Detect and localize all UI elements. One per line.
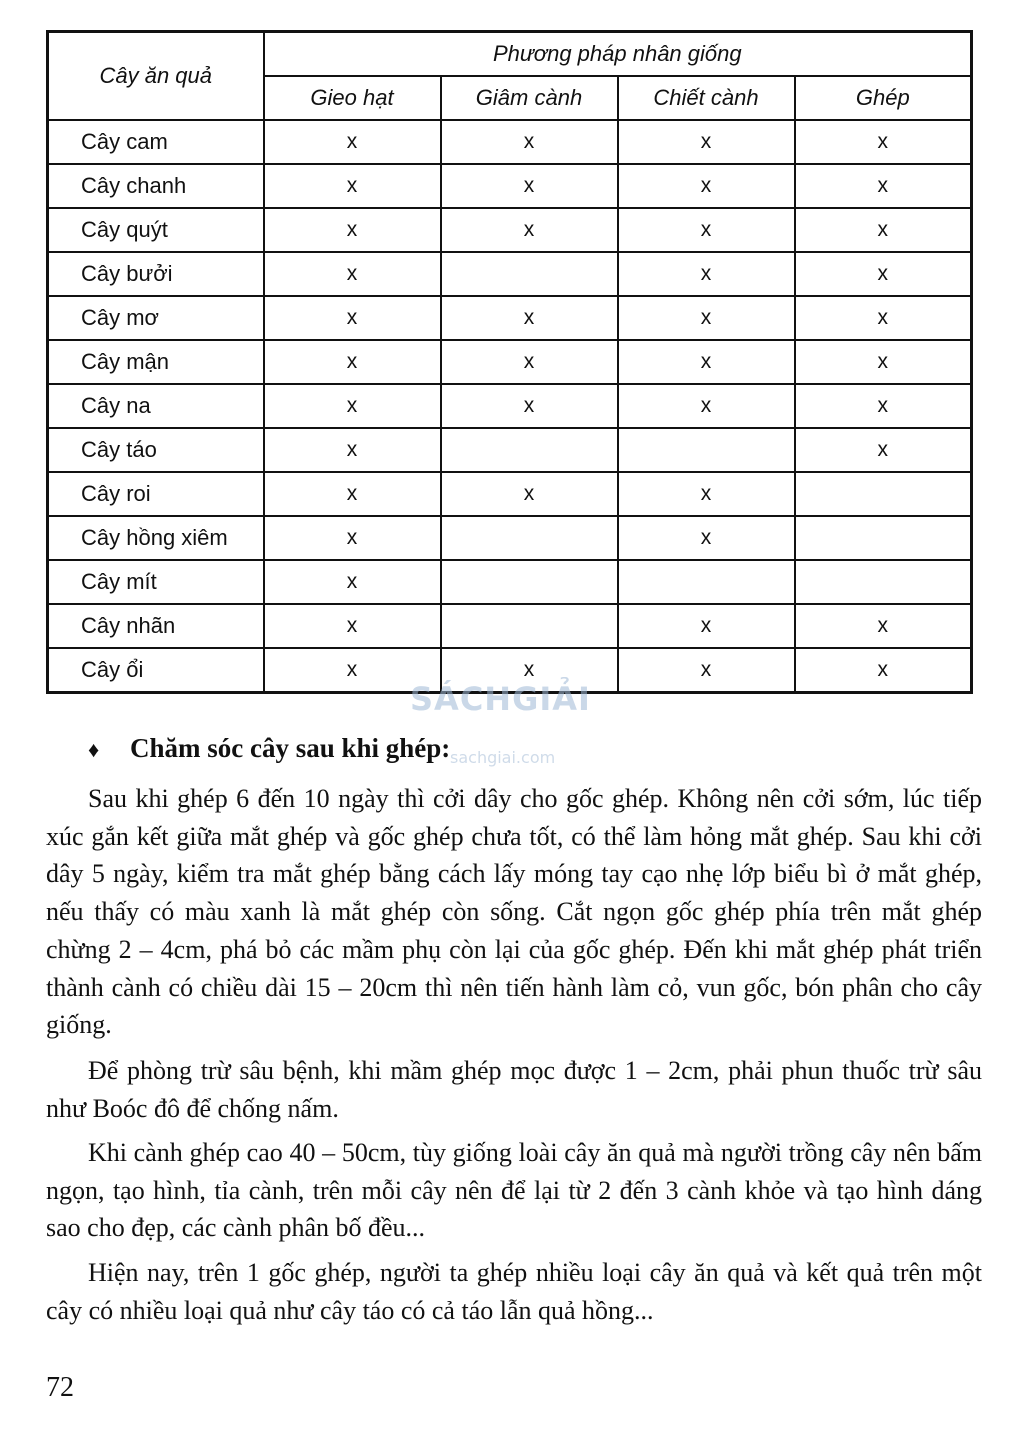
- propagation-table-container: [46, 30, 970, 694]
- method-mark-cell: x: [795, 604, 972, 648]
- table-row: [48, 120, 972, 164]
- method-mark-cell: x: [618, 648, 795, 693]
- section-heading-text: Chăm sóc cây sau khi ghép:: [130, 733, 451, 763]
- table-row: [48, 252, 972, 296]
- method-mark-cell: x: [264, 340, 441, 384]
- method-mark-cell: [441, 604, 618, 648]
- method-mark-cell: x: [795, 340, 972, 384]
- table-row: [48, 208, 972, 252]
- method-mark-cell: x: [264, 472, 441, 516]
- method-mark-cell: x: [441, 120, 618, 164]
- method-mark-cell: x: [618, 164, 795, 208]
- method-mark-cell: x: [264, 208, 441, 252]
- column-header: Ghép: [795, 76, 972, 120]
- tree-name-cell: Cây cam: [48, 120, 264, 164]
- method-mark-cell: [795, 560, 972, 604]
- method-mark-cell: x: [264, 296, 441, 340]
- method-mark-cell: x: [618, 472, 795, 516]
- paragraph: Để phòng trừ sâu bệnh, khi mầm ghép mọc được 1 – 2cm, phải phun thuốc trừ sâu như Boóc đô để chống nấm.: [46, 1056, 982, 1123]
- tree-name-cell: Cây nhãn: [48, 604, 264, 648]
- column-header: Giâm cành: [441, 76, 618, 120]
- method-mark-cell: [795, 472, 972, 516]
- tree-name-cell: Cây bưởi: [48, 252, 264, 296]
- tree-name-cell: Cây quýt: [48, 208, 264, 252]
- method-mark-cell: x: [618, 252, 795, 296]
- method-mark-cell: x: [795, 164, 972, 208]
- method-mark-cell: x: [618, 120, 795, 164]
- method-mark-cell: x: [264, 252, 441, 296]
- paragraph: Khi cành ghép cao 40 – 50cm, tùy giống loài cây ăn quả mà người trồng cây nên bấm ngọn, tạo hình, tỉa cành, trên mỗi cây nên để lại từ 2 đến 3 cành khỏe và tạo hình dáng sao cho đẹp, các cành phân bố đều...: [46, 1138, 982, 1243]
- table-row: [48, 516, 972, 560]
- tree-name-cell: Cây hồng xiêm: [48, 516, 264, 560]
- method-mark-cell: x: [795, 384, 972, 428]
- tree-name-cell: Cây mận: [48, 340, 264, 384]
- table-row: [48, 428, 972, 472]
- method-mark-cell: x: [264, 428, 441, 472]
- method-mark-cell: x: [795, 252, 972, 296]
- method-mark-cell: x: [618, 340, 795, 384]
- column-header: Chiết cành: [618, 76, 795, 120]
- method-mark-cell: x: [441, 208, 618, 252]
- method-mark-cell: x: [441, 296, 618, 340]
- table-row: [48, 648, 972, 693]
- table-row: [48, 296, 972, 340]
- method-mark-cell: x: [441, 648, 618, 693]
- corner-header: Cây ăn quả: [48, 32, 264, 121]
- tree-name-cell: Cây mít: [48, 560, 264, 604]
- tree-name-cell: Cây ổi: [48, 648, 264, 693]
- tree-name-cell: Cây na: [48, 384, 264, 428]
- group-header: Phương pháp nhân giống: [264, 32, 972, 77]
- method-mark-cell: x: [795, 428, 972, 472]
- tree-name-cell: Cây táo: [48, 428, 264, 472]
- method-mark-cell: [441, 516, 618, 560]
- table-row: [48, 340, 972, 384]
- method-mark-cell: x: [795, 208, 972, 252]
- section-heading: [88, 733, 450, 764]
- method-mark-cell: x: [264, 164, 441, 208]
- watermark-url: sachgiai.com: [450, 748, 556, 767]
- paragraph: Hiện nay, trên 1 gốc ghép, người ta ghép nhiều loại cây ăn quả và kết quả trên một cây có nhiều loại quả như cây táo có cả táo lẫn quả hồng...: [46, 1258, 982, 1325]
- table-row: [48, 384, 972, 428]
- method-mark-cell: [441, 428, 618, 472]
- table-header-row: [48, 32, 972, 77]
- method-mark-cell: [618, 428, 795, 472]
- watermark-logo: SÁCHGIẢI: [410, 680, 591, 718]
- method-mark-cell: x: [441, 164, 618, 208]
- table-body: [48, 120, 972, 693]
- method-mark-cell: x: [441, 384, 618, 428]
- propagation-methods-table: [46, 30, 973, 694]
- method-mark-cell: x: [795, 120, 972, 164]
- diamond-bullet-icon: ♦: [88, 737, 100, 762]
- method-mark-cell: x: [618, 384, 795, 428]
- tree-name-cell: Cây mơ: [48, 296, 264, 340]
- method-mark-cell: [618, 560, 795, 604]
- table-row: [48, 604, 972, 648]
- tree-name-cell: Cây chanh: [48, 164, 264, 208]
- tree-name-cell: Cây roi: [48, 472, 264, 516]
- method-mark-cell: [795, 516, 972, 560]
- method-mark-cell: x: [264, 604, 441, 648]
- method-mark-cell: x: [264, 648, 441, 693]
- method-mark-cell: x: [441, 472, 618, 516]
- method-mark-cell: x: [441, 340, 618, 384]
- method-mark-cell: x: [264, 120, 441, 164]
- column-header: Gieo hạt: [264, 76, 441, 120]
- method-mark-cell: x: [795, 296, 972, 340]
- method-mark-cell: x: [264, 516, 441, 560]
- method-mark-cell: x: [618, 208, 795, 252]
- method-mark-cell: x: [618, 296, 795, 340]
- method-mark-cell: [441, 252, 618, 296]
- method-mark-cell: x: [264, 384, 441, 428]
- table-row: [48, 164, 972, 208]
- paragraph: Sau khi ghép 6 đến 10 ngày thì cởi dây cho gốc ghép. Không nên cởi sớm, lúc tiếp xúc gắn kết giữa mắt ghép và gốc ghép chưa tốt, có thể làm hỏng mắt ghép. Sau khi cởi dây 5 ngày, kiểm tra mắt ghép bằng cách lấy móng tay cạo nhẹ lớp biểu bì ở mắt ghép, nếu thấy có màu xanh là mắt ghép còn sống. Cắt ngọn gốc ghép phía trên mắt ghép chừng 2 – 4cm, phá bỏ các mầm phụ còn lại của gốc ghép. Đến khi mắt ghép phát triển thành cành có chiều dài 15 – 20cm thì nên tiến hành làm cỏ, vun gốc, bón phân cho cây giống.: [46, 784, 982, 1040]
- method-mark-cell: [441, 560, 618, 604]
- page-number: 72: [46, 1372, 74, 1403]
- method-mark-cell: x: [795, 648, 972, 693]
- method-mark-cell: x: [618, 516, 795, 560]
- method-mark-cell: x: [618, 604, 795, 648]
- table-row: [48, 472, 972, 516]
- method-mark-cell: x: [264, 560, 441, 604]
- table-row: [48, 560, 972, 604]
